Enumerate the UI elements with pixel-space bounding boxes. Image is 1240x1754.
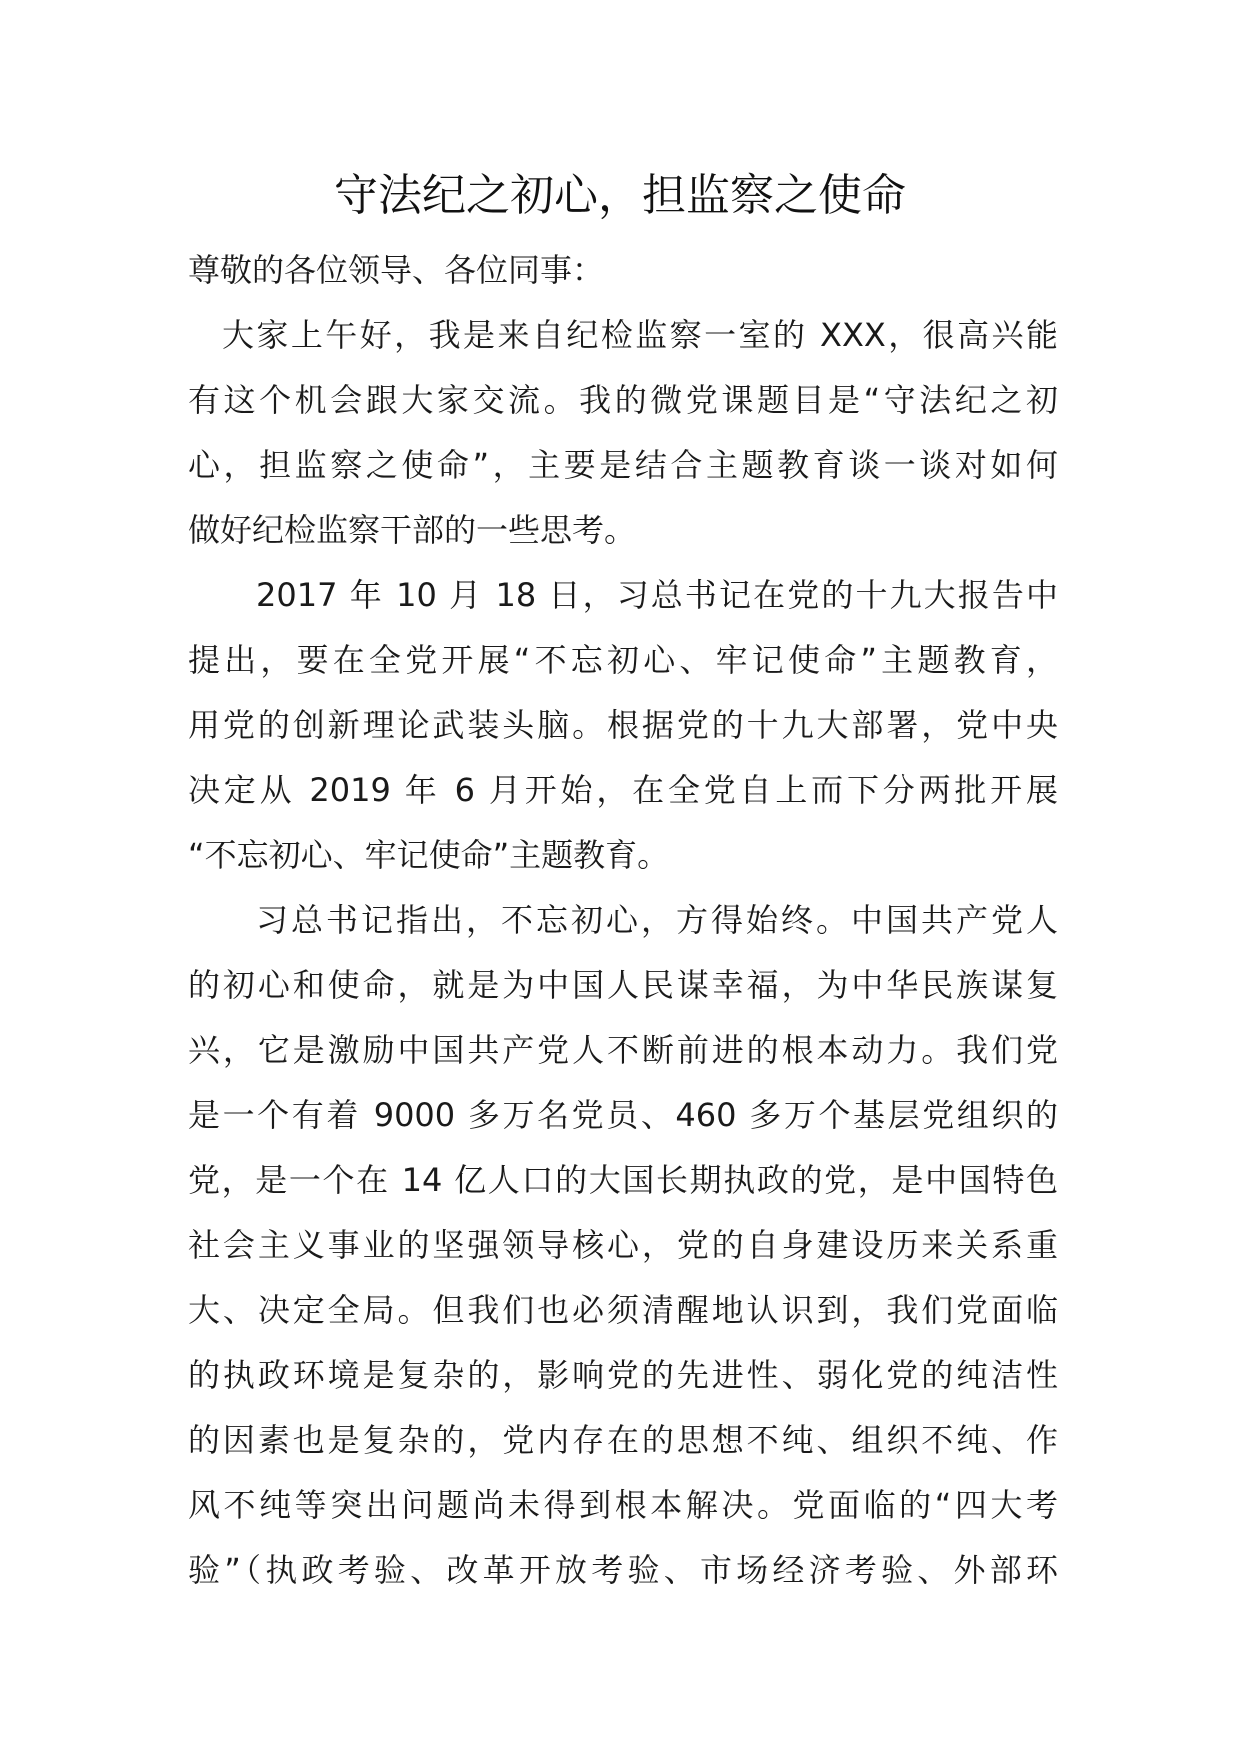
paragraph-line: 用党的创新理论武装头脑。根据党的十九大部署，党中央 xyxy=(188,706,1058,744)
paragraph-line: 的因素也是复杂的，党内存在的思想不纯、组织不纯、作 xyxy=(188,1421,1058,1459)
document-body xyxy=(188,238,1058,1603)
paragraph-line: 社会主义事业的坚强领导核心，党的自身建设历来关系重 xyxy=(188,1226,1058,1264)
paragraph-line: 是一个有着 9000 多万名党员、460 多万个基层党组织的 xyxy=(188,1096,1058,1134)
paragraph-line: 风不纯等突出问题尚未得到根本解决。党面临的“四大考 xyxy=(188,1486,1058,1524)
paragraph-line: 决定从 2019 年 6 月开始，在全党自上而下分两批开展 xyxy=(188,771,1058,809)
salutation-line: 尊敬的各位领导、各位同事： xyxy=(188,251,605,289)
paragraph-line: 的初心和使命，就是为中国人民谋幸福，为中华民族谋复 xyxy=(188,966,1058,1004)
paragraph-line: 心，担监察之使命”，主要是结合主题教育谈一谈对如何 xyxy=(188,446,1058,484)
paragraph-line: 习总书记指出，不忘初心，方得始终。中国共产党人 xyxy=(256,901,1058,939)
paragraph-line: 做好纪检监察干部的一些思考。 xyxy=(188,511,637,549)
paragraph-line: 验”（执政考验、改革开放考验、市场经济考验、外部环 xyxy=(188,1551,1058,1589)
paragraph-line: 2017 年 10 月 18 日，习总书记在党的十九大报告中 xyxy=(256,576,1058,614)
paragraph-line: “不忘初心、牢记使命”主题教育。 xyxy=(188,836,670,874)
paragraph-line: 兴，它是激励中国共产党人不断前进的根本动力。我们党 xyxy=(188,1031,1058,1069)
paragraph-line: 大、决定全局。但我们也必须清醒地认识到，我们党面临 xyxy=(188,1291,1058,1329)
paragraph-line: 有这个机会跟大家交流。我的微党课题目是“守法纪之初 xyxy=(188,381,1058,419)
paragraph-line: 的执政环境是复杂的，影响党的先进性、弱化党的纯洁性 xyxy=(188,1356,1058,1394)
paragraph-line: 大家上午好，我是来自纪检监察一室的 XXX，很高兴能 xyxy=(222,316,1058,354)
document-title: 守法纪之初心，担监察之使命 xyxy=(334,170,906,221)
paragraph-line: 党，是一个在 14 亿人口的大国长期执政的党，是中国特色 xyxy=(188,1161,1058,1199)
paragraph-line: 提出，要在全党开展“不忘初心、牢记使命”主题教育， xyxy=(188,641,1058,679)
